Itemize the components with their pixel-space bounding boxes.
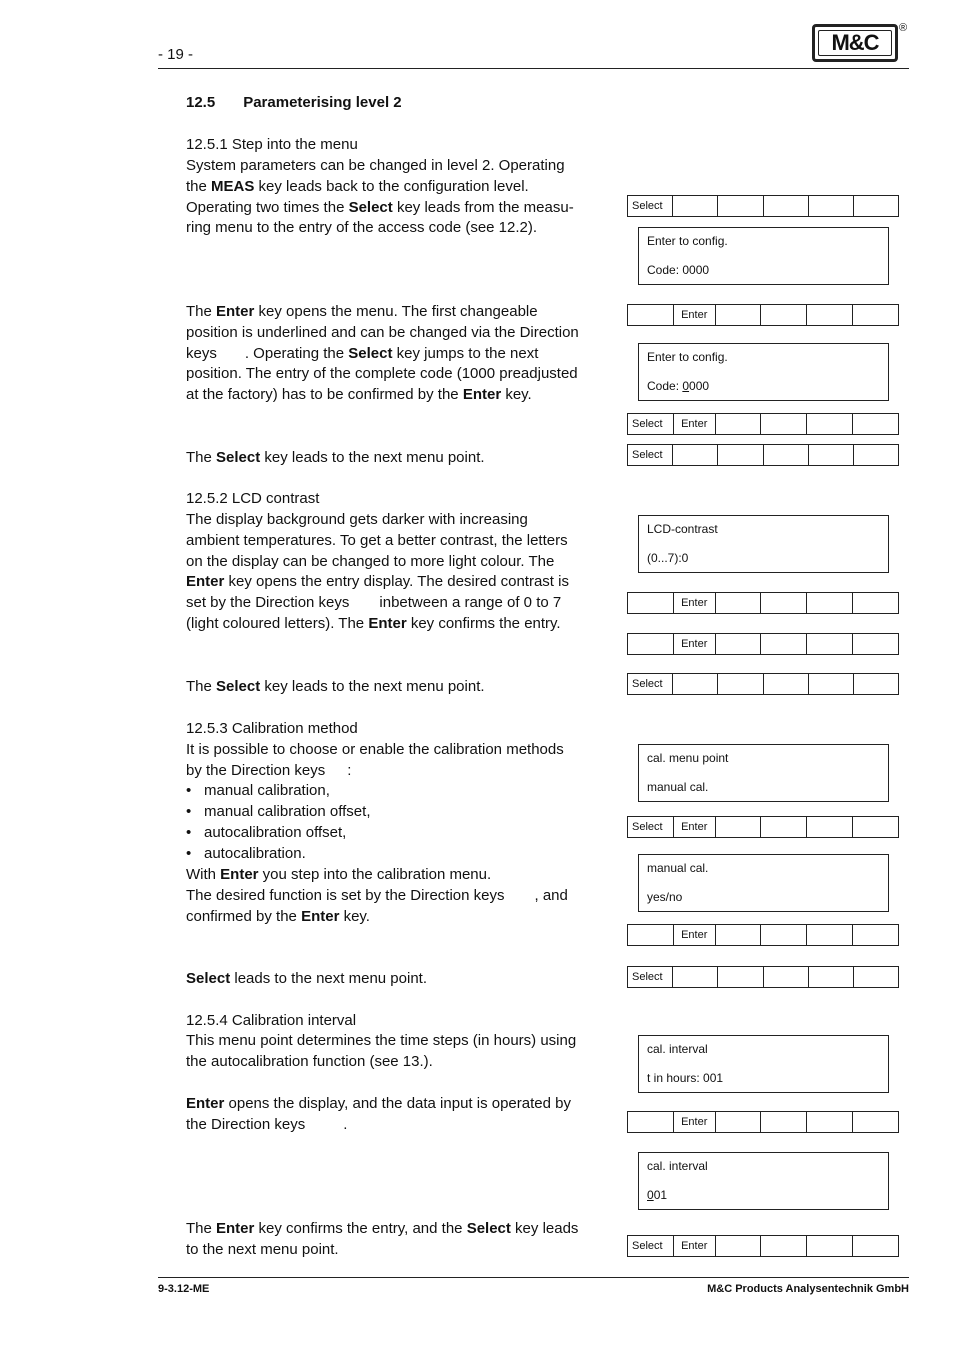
select-key: Select [632, 418, 663, 430]
enter-key: Enter [673, 1236, 715, 1256]
lcd-display: cal. interval t in hours: 001 [638, 1035, 889, 1093]
list-item: • autocalibration. [186, 845, 306, 862]
company-logo [812, 24, 898, 62]
lcd-display: Enter to config. Code: 0000 [638, 227, 889, 285]
enter-key: Enter [673, 1112, 715, 1132]
logo-text: M&C [818, 30, 892, 56]
key-row [627, 1235, 899, 1257]
header-divider [158, 68, 909, 69]
s1-heading: 12.5.1 Step into the menu [186, 136, 358, 153]
doc-code: 9-3.12-ME [158, 1283, 210, 1295]
s3-paragraph-3: Select leads to the next menu point. [186, 970, 427, 987]
key-row [627, 413, 899, 435]
select-key: Select [632, 821, 663, 833]
list-item: • manual calibration, [186, 782, 330, 799]
list-item: • autocalibration offset, [186, 824, 347, 841]
enter-key: Enter [673, 634, 715, 654]
enter-key: Enter [673, 593, 715, 613]
key-row [627, 592, 899, 614]
s2-paragraph-2: The Select key leads to the next menu point. [186, 678, 485, 695]
key-row [627, 444, 899, 466]
footer-divider [158, 1277, 909, 1278]
select-key: Select [632, 200, 663, 212]
page-number: - 19 - [158, 46, 194, 63]
s3-heading: 12.5.3 Calibration method [186, 720, 358, 737]
key-row [627, 673, 899, 695]
company-name: M&C Products Analysentechnik GmbH [707, 1283, 909, 1295]
s4-paragraph-1: This menu point determines the time steps (in hours) using the autocalibration function (see 13.). [186, 1032, 577, 1070]
lcd-display: manual cal. yes/no [638, 854, 889, 912]
enter-key: Enter [673, 817, 715, 837]
lcd-display: cal. interval 001 [638, 1152, 889, 1210]
section-title: 12.5 Parameterising level 2 [186, 94, 402, 111]
s4-heading: 12.5.4 Calibration interval [186, 1012, 357, 1029]
select-key: Select [632, 449, 663, 461]
select-key: Select [632, 971, 663, 983]
key-row [627, 633, 899, 655]
key-row [627, 1111, 899, 1133]
key-row [627, 966, 899, 988]
s3-paragraph-2: With Enter you step into the calibration menu. The desired function is set by the Direction keys , and confirmed by the Enter key. [186, 866, 568, 925]
lcd-display: cal. menu point manual cal. [638, 744, 889, 802]
enter-key: Enter [673, 414, 715, 434]
lcd-display: LCD-contrast (0...7):0 [638, 515, 889, 573]
s1-paragraph-1: System parameters can be changed in level 2. Operating the MEAS key leads back to the configuration level. Operating two times the Select key leads from the measu- ring menu to the entry of the access code (see 12.2). [186, 157, 574, 237]
key-row [627, 924, 899, 946]
key-row [627, 195, 899, 217]
s4-paragraph-3: The Enter key confirms the entry, and the Select key leads to the next menu point. [186, 1220, 579, 1258]
select-key: Select [632, 678, 663, 690]
lcd-display: Enter to config. Code: 0000 [638, 343, 889, 401]
s2-heading: 12.5.2 LCD contrast [186, 490, 320, 507]
enter-key: Enter [673, 305, 715, 325]
s3-paragraph-1: It is possible to choose or enable the calibration methods by the Direction keys : [186, 741, 564, 779]
registered-mark: ® [899, 22, 908, 34]
s1-paragraph-2: The Enter key opens the menu. The first changeable position is underlined and can be changed via the Direction keys . Operating the Select key jumps to the next position. The entry of the complete code (1000 preadjusted at the factory) has to be confirmed by the Enter key. [186, 303, 579, 404]
s2-paragraph-1: The display background gets darker with increasing ambient temperatures. To get a better contrast, the letters on the display can be changed to more light colour. The Enter key opens the entry display. The desired contrast is set by the Direction keys inbetween a range of 0 to 7 (light coloured letters). The Enter key confirms the entry. [186, 511, 569, 632]
key-row [627, 816, 899, 838]
select-key: Select [632, 1240, 663, 1252]
key-row [627, 304, 899, 326]
s1-paragraph-3: The Select key leads to the next menu point. [186, 449, 485, 466]
list-item: • manual calibration offset, [186, 803, 371, 820]
enter-key: Enter [673, 925, 715, 945]
s4-paragraph-2: Enter opens the display, and the data input is operated by the Direction keys . [186, 1095, 571, 1133]
